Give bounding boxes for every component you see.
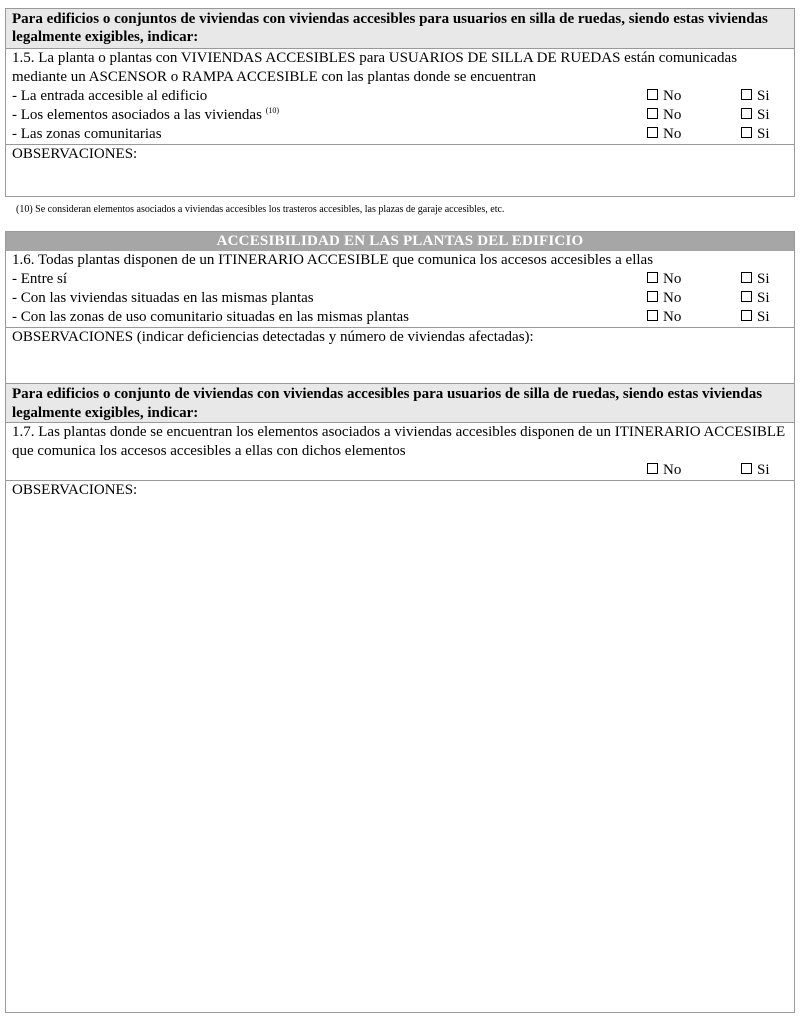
no-option[interactable]: No <box>647 87 681 106</box>
option-row-elementos <box>12 106 788 125</box>
item-label: - Con las zonas de uso comunitario situadas en las mismas plantas <box>12 309 410 325</box>
si-option[interactable]: Si <box>741 461 770 480</box>
item-label: - Con las viviendas situadas en las mismas plantas <box>12 290 314 306</box>
option-row-entre-si <box>12 270 788 289</box>
checkbox-icon[interactable] <box>741 463 752 474</box>
si-option[interactable]: Si <box>741 87 770 106</box>
si-option[interactable]: Si <box>741 125 770 144</box>
si-option[interactable]: Si <box>741 289 770 308</box>
checkbox-icon[interactable] <box>741 310 752 321</box>
observations-label: OBSERVACIONES: <box>12 146 138 162</box>
no-option[interactable]: No <box>647 461 681 480</box>
question-1-6-block <box>6 251 794 327</box>
section-accesibilidad-plantas <box>5 231 795 1013</box>
item-label: - Los elementos asociados a las viviendas $^{(10)}$ <box>12 106 280 123</box>
checkbox-icon[interactable] <box>647 127 658 138</box>
section-header: Para edificios o conjuntos de viviendas con viviendas accesibles para usuarios en silla de ruedas, siendo estas viviendas legalmente exigibles, indicar: <box>6 9 794 48</box>
checkbox-icon[interactable] <box>647 310 658 321</box>
checkbox-icon[interactable] <box>741 89 752 100</box>
option-row-zonas-comunitarias <box>12 308 788 327</box>
observations-field-large[interactable] <box>6 480 794 1013</box>
question-1-7-block <box>6 422 794 480</box>
observations-label: OBSERVACIONES: <box>12 482 138 498</box>
item-label: - La entrada accesible al edificio <box>12 88 208 104</box>
checkbox-icon[interactable] <box>647 272 658 283</box>
section-banner: ACCESIBILIDAD EN LAS PLANTAS DEL EDIFICIO <box>6 232 794 251</box>
no-option[interactable]: No <box>647 270 681 289</box>
si-option[interactable]: Si <box>741 106 770 125</box>
option-row-viviendas <box>12 289 788 308</box>
no-option[interactable]: No <box>647 106 681 125</box>
checkbox-icon[interactable] <box>647 291 658 302</box>
option-row-1-7 <box>12 461 788 480</box>
checkbox-icon[interactable] <box>647 108 658 119</box>
si-option[interactable]: Si <box>741 270 770 289</box>
checkbox-icon[interactable] <box>741 108 752 119</box>
checkbox-icon[interactable] <box>647 89 658 100</box>
no-option[interactable]: No <box>647 308 681 327</box>
section-1-5 <box>5 8 795 197</box>
question-1-7: 1.7. Las plantas donde se encuentran los elementos asociados a viviendas accesibles disponen de un ITINERARIO ACCESIBLE que comunica los accesos accesibles a ellas con dichos elementos <box>12 424 786 459</box>
option-row-zonas <box>12 125 788 144</box>
observations-field[interactable] <box>6 327 794 383</box>
item-label: - Las zonas comunitarias <box>12 126 162 142</box>
no-option[interactable]: No <box>647 289 681 308</box>
footnote: (10) Se consideran elementos asociados a viviendas accesibles los trasteros accesibles, las plazas de garaje accesibles, etc. <box>16 204 505 215</box>
checkbox-icon[interactable] <box>647 463 658 474</box>
si-option[interactable]: Si <box>741 308 770 327</box>
checkbox-icon[interactable] <box>741 127 752 138</box>
checkbox-icon[interactable] <box>741 272 752 283</box>
question-1-6: 1.6. Todas plantas disponen de un ITINERARIO ACCESIBLE que comunica los accesos accesibles a ellas <box>12 252 654 268</box>
question-1-5: 1.5. La planta o plantas con VIVIENDAS ACCESIBLES para USUARIOS DE SILLA DE RUEDAS están comunicadas mediante un ASCENSOR o RAMPA ACCESIBLE con las plantas donde se encuentran <box>12 50 738 85</box>
question-1-5-block <box>6 48 794 144</box>
observations-label: OBSERVACIONES (indicar deficiencias detectadas y número de viviendas afectadas): <box>12 329 534 345</box>
checkbox-icon[interactable] <box>741 291 752 302</box>
footnote-ref: (10) <box>265 106 280 115</box>
no-option[interactable]: No <box>647 125 681 144</box>
section-subheader: Para edificios o conjunto de viviendas con viviendas accesibles para usuarios de silla de ruedas, siendo estas viviendas legalmente exigibles, indicar: <box>6 383 794 422</box>
option-row-entrada <box>12 87 788 106</box>
observations-field[interactable] <box>6 144 794 198</box>
item-label: - Entre sí <box>12 271 67 287</box>
